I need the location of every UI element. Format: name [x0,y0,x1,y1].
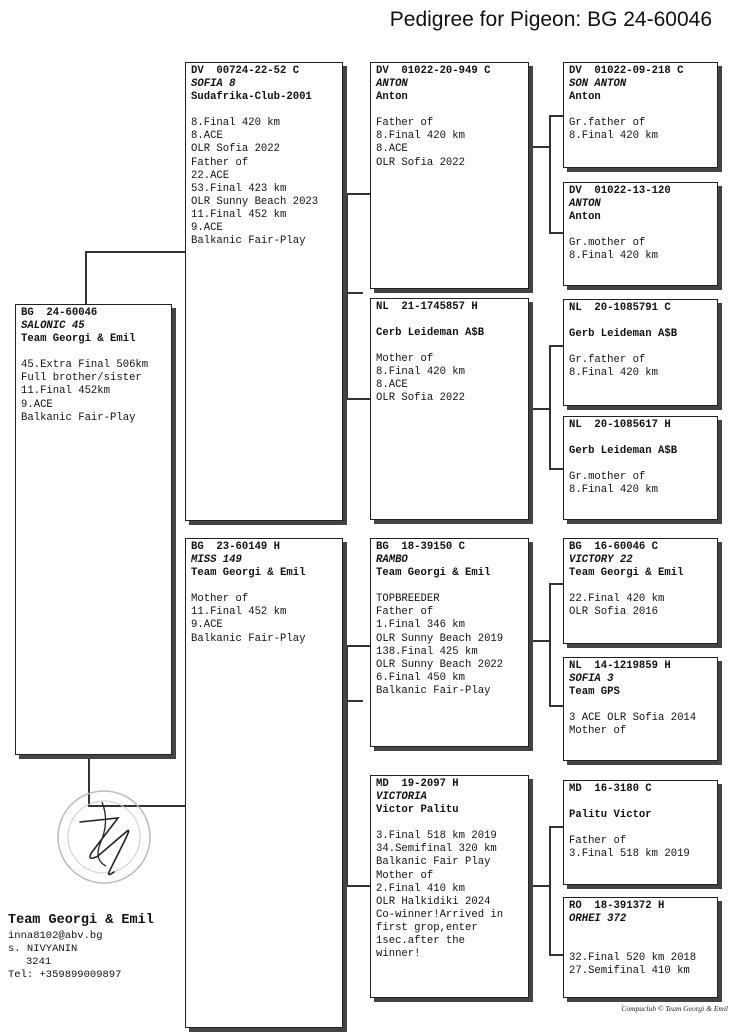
note: 3.Final 518 km 2019 [569,848,690,861]
note: 3 ACE OLR Sofia 2014 [569,712,697,725]
pigeon-name: ANTON [569,198,601,211]
note: Co-winner!Arrived in [376,908,504,921]
pigeon-name: ORHEI 372 [569,913,627,926]
note: Full brother/sister [21,372,142,385]
owner-name: Gerb Leideman A$B [569,445,678,458]
note: 22.Final 420 km [569,593,665,606]
note: Mother of [569,725,627,738]
connector-line [549,115,551,232]
note: 11.Final 452km [21,385,111,398]
connector-line [529,146,549,148]
pigeon-card-sss [563,62,718,168]
pigeon-name: MISS 149 [191,554,242,567]
breeder-name: Team Georgi & Emil [8,913,154,928]
note: 8.Final 420 km [569,484,659,497]
note: 1sec.after the [376,935,466,948]
breeder-postcode: 3241 [26,956,52,968]
pigeon-card-sds [563,299,718,406]
note: 8.Final 420 km [191,117,281,130]
pigeon-card-dds [563,780,718,885]
connector-line [346,645,370,647]
note: 8.ACE [191,130,223,143]
note: OLR Sofia 2022 [191,143,281,156]
pigeon-card-ssd [563,182,718,286]
owner-name: Gerb Leideman A$B [569,328,678,341]
pigeon-card-dam [185,538,343,1028]
note: 8.Final 420 km [569,250,659,263]
pigeon-card-dam-sire [370,538,529,747]
stamp-signature-icon [40,782,168,892]
breeder-village: s. NIVYANIN [8,943,78,955]
note: 11.Final 452 km [191,208,287,221]
pigeon-name: SON ANTON [569,78,627,91]
note: 3.Final 518 km 2019 [376,830,497,843]
pigeon-name: SOFIA 3 [569,673,614,686]
connector-line [346,193,348,398]
note: 9.ACE [191,222,223,235]
note: Gr.father of [569,117,646,130]
note: 27.Semifinal 410 km [569,965,690,978]
note: Mother of [191,593,249,606]
note: Balkanic Fair-Play [21,411,136,424]
owner-name: Team GPS [569,686,620,699]
ring-number: NL 20-1085617 H [569,419,671,431]
pigeon-name: VICTORIA [376,791,427,804]
note: Mother of [376,353,434,366]
note: Father of [569,835,627,848]
footer-credit: Compuclub © Team Georgi & Emil [621,1004,728,1013]
connector-line [549,826,551,954]
connector-line [346,645,348,885]
note: 8.Final 420 km [569,367,659,380]
note: Gr.mother of [569,471,646,484]
connector-line [85,251,87,304]
ring-number: BG 23-60149 H [191,541,281,553]
note: OLR Sunny Beach 2022 [376,658,504,671]
owner-name: Anton [569,91,601,104]
connector-line [529,885,549,887]
owner-name: Team Georgi & Emil [191,567,306,580]
note: OLR Sunny Beach 2023 [191,195,319,208]
note: 8.Final 420 km [376,130,466,143]
note: 1.Final 346 km [376,619,466,632]
pigeon-card-sire-dam [370,298,529,520]
breeder-info [8,912,154,982]
note: 8.ACE [376,379,408,392]
connector-line [549,345,563,347]
note: Balkanic Fair Play [376,856,491,869]
owner-name: Team Georgi & Emil [376,567,491,580]
note: 2.Final 410 km [376,882,466,895]
pigeon-name: SOFIA 8 [191,78,236,91]
connector-line [549,115,563,117]
pigeon-name: ANTON [376,78,408,91]
note: winner! [376,948,421,961]
page-title: Pedigree for Pigeon: BG 24-60046 [389,8,712,31]
connector-line [549,345,551,468]
note: 34.Semifinal 320 km [376,843,497,856]
note: 11.Final 452 km [191,606,287,619]
ring-number: DV 00724-22-52 C [191,65,300,77]
owner-name: Cerb Leideman A$B [376,327,485,340]
note: 9.ACE [21,398,53,411]
note: 8.ACE [376,143,408,156]
ring-number: BG 18-39150 C [376,541,466,553]
connector-line [549,705,563,707]
breeder-email: inna8102@abv.bg [8,930,103,942]
connector-line [549,583,551,705]
note: Balkanic Fair-Play [191,632,306,645]
note: Gr.father of [569,354,646,367]
connector-line [529,408,549,410]
pigeon-card-ddd [563,897,718,998]
ring-number: BG 24-60046 [21,307,98,319]
note: OLR Sofia 2022 [376,156,466,169]
note: Balkanic Fair-Play [191,235,306,248]
note: first grop,enter [376,921,478,934]
connector-line [346,885,370,887]
note: OLR Sunny Beach 2019 [376,632,504,645]
ring-number: MD 16-3180 C [569,783,652,795]
pigeon-card-dss [563,538,718,644]
connector-line [549,583,563,585]
connector-line [549,954,563,956]
pigeon-name: SALONIC 45 [21,320,85,333]
pigeon-card-sire [185,62,343,521]
note: 32.Final 520 km 2018 [569,952,697,965]
note: 53.Final 423 km [191,182,287,195]
ring-number: NL 14-1219859 H [569,660,671,672]
ring-number: DV 01022-09-218 C [569,65,684,77]
note: OLR Sofia 2022 [376,392,466,405]
connector-line [85,251,185,253]
connector-line [346,193,370,195]
owner-name: Palitu Victor [569,809,652,822]
pigeon-card-dam-dam [370,775,529,998]
note: Father of [376,117,434,130]
note: 9.ACE [191,619,223,632]
owner-name: Team Georgi & Emil [21,333,136,346]
note: Father of [376,606,434,619]
ring-number: DV 01022-20-949 C [376,65,491,77]
note: Father of [191,156,249,169]
breeder-phone: Tel: +359899009897 [8,969,122,981]
note: OLR Sofia 2016 [569,606,659,619]
ring-number: NL 21-1745857 H [376,301,478,313]
ring-number: RO 18-391372 H [569,900,665,912]
note: Mother of [376,869,434,882]
owner-name: Anton [376,91,408,104]
ring-number: BG 16-60046 C [569,541,659,553]
note: OLR Halkidiki 2024 [376,895,491,908]
connector-line [549,232,563,234]
note: Balkanic Fair-Play [376,684,491,697]
note: 8.Final 420 km [376,366,466,379]
note: 45.Extra Final 506km [21,359,149,372]
ring-number: MD 19-2097 H [376,778,459,790]
ring-number: DV 01022-13-120 [569,185,671,197]
pigeon-card-dsd [563,657,718,761]
note: 22.ACE [191,169,230,182]
pigeon-name: VICTORY 22 [569,554,633,567]
connector-line [346,398,370,400]
connector-line [529,640,549,642]
pigeon-card-sdd [563,416,718,520]
owner-name: Team Georgi & Emil [569,567,684,580]
note: Gr.mother of [569,237,646,250]
ring-number: NL 20-1085791 C [569,302,671,314]
pigeon-card-subject [15,304,172,755]
connector-line [549,826,563,828]
note: TOPBREEDER [376,593,440,606]
note: 8.Final 420 km [569,130,659,143]
pigeon-card-sire-sire [370,62,529,289]
note: 6.Final 450 km [376,671,466,684]
owner-name: Sudafrika-Club-2001 [191,91,312,104]
connector-line [549,468,563,470]
note: 138.Final 425 km [376,645,478,658]
owner-name: Victor Palitu [376,804,459,817]
pigeon-name: RAMBO [376,554,408,567]
owner-name: Anton [569,211,601,224]
